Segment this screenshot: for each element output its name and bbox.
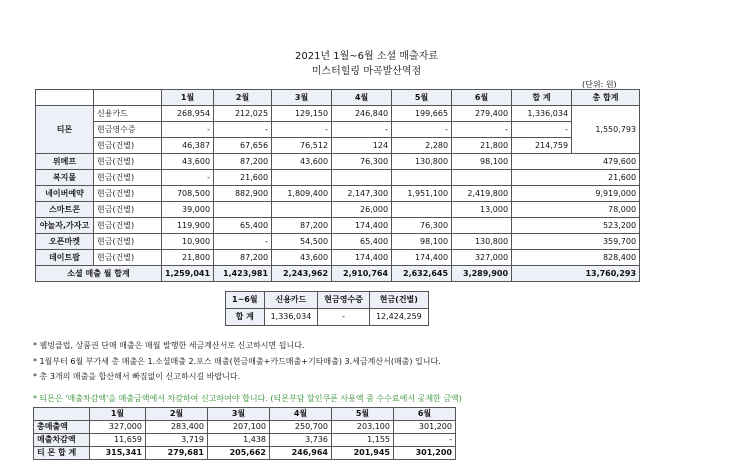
value-cell: 1,155 xyxy=(332,434,394,447)
value-cell: - xyxy=(214,122,272,138)
bottom-month-header xyxy=(34,408,90,421)
store-name: 미스터힐링 마곡발산역점 xyxy=(311,66,422,77)
table-row xyxy=(34,421,456,434)
value-cell: 130,800 xyxy=(452,234,512,250)
value-cell: 10,900 xyxy=(162,234,214,250)
value-cell: 43,600 xyxy=(272,154,332,170)
value-cell: 246,964 xyxy=(270,447,332,460)
value-cell: 21,800 xyxy=(452,138,512,154)
value-cell xyxy=(452,170,512,186)
value-cell: 708,500 xyxy=(162,186,214,202)
payment-type: 현금(건별) xyxy=(94,250,162,266)
month-header: 총 합계 xyxy=(572,90,640,106)
platform-total: 828,400 xyxy=(512,250,640,266)
table-row xyxy=(36,202,640,218)
month-header: 6월 xyxy=(452,90,512,106)
grand-total-value: 2,910,764 xyxy=(332,266,392,282)
value-cell: 174,400 xyxy=(332,250,392,266)
note-1: * 웰빙클럽, 상품권 단매 매출은 매월 발행한 세금계산서로 신고하시면 됩니다. xyxy=(33,341,305,350)
value-cell: 54,500 xyxy=(272,234,332,250)
value-cell: 279,400 xyxy=(452,106,512,122)
value-cell: 1,809,400 xyxy=(272,186,332,202)
payment-type: 현금(건별) xyxy=(94,154,162,170)
bottom-month-header: 4월 xyxy=(270,408,332,421)
month-header: 2월 xyxy=(214,90,272,106)
value-cell: 327,000 xyxy=(452,250,512,266)
grand-total-label: 소셜 매출 월 합계 xyxy=(36,266,162,282)
table-row xyxy=(36,122,640,138)
month-header: 5월 xyxy=(392,90,452,106)
payment-type: 현금(건별) xyxy=(94,202,162,218)
value-cell: 76,300 xyxy=(392,218,452,234)
payment-type: 신용카드 xyxy=(94,106,162,122)
bottom-row-label: 티 몬 합 계 xyxy=(34,447,90,460)
value-cell: 203,100 xyxy=(332,421,394,434)
grand-total-value: 1,423,981 xyxy=(214,266,272,282)
value-cell: 129,150 xyxy=(272,106,332,122)
summary-label: 합 계 xyxy=(226,309,265,326)
table-row xyxy=(36,170,640,186)
tmon-deduction-table xyxy=(33,407,456,460)
value-cell xyxy=(272,170,332,186)
value-cell: 87,200 xyxy=(272,218,332,234)
value-cell: 26,000 xyxy=(332,202,392,218)
bottom-month-header: 5월 xyxy=(332,408,394,421)
value-cell: 43,600 xyxy=(272,250,332,266)
value-cell: - xyxy=(394,434,456,447)
summary-value: - xyxy=(318,309,370,326)
bottom-header xyxy=(34,408,456,421)
value-cell: 199,665 xyxy=(392,106,452,122)
value-cell: 207,100 xyxy=(208,421,270,434)
value-cell xyxy=(392,170,452,186)
row-sum: 1,336,034 xyxy=(512,106,572,122)
value-cell: 43,600 xyxy=(162,154,214,170)
value-cell: 39,000 xyxy=(162,202,214,218)
value-cell: 301,200 xyxy=(394,447,456,460)
unit-label: (단위: 원) xyxy=(582,80,617,89)
value-cell: 283,400 xyxy=(146,421,208,434)
grand-total-value: 1,259,041 xyxy=(162,266,214,282)
month-header: 합 계 xyxy=(512,90,572,106)
platform-total: 523,200 xyxy=(512,218,640,234)
value-cell: 1,438 xyxy=(208,434,270,447)
platform-total: 479,600 xyxy=(512,154,640,170)
value-cell: 246,840 xyxy=(332,106,392,122)
table-row xyxy=(36,218,640,234)
value-cell: - xyxy=(162,170,214,186)
value-cell: 301,200 xyxy=(394,421,456,434)
value-cell: 174,400 xyxy=(392,250,452,266)
month-header: 3월 xyxy=(272,90,332,106)
value-cell xyxy=(214,202,272,218)
value-cell: 13,000 xyxy=(452,202,512,218)
value-cell: 2,419,800 xyxy=(452,186,512,202)
value-cell: 3,736 xyxy=(270,434,332,447)
value-cell: 882,900 xyxy=(214,186,272,202)
value-cell: 87,200 xyxy=(214,154,272,170)
value-cell xyxy=(392,202,452,218)
platform-total: 78,000 xyxy=(512,202,640,218)
value-cell: 201,945 xyxy=(332,447,394,460)
platform-label: 네이버예약 xyxy=(36,186,94,202)
value-cell: 124 xyxy=(332,138,392,154)
grand-total-value: 2,243,962 xyxy=(272,266,332,282)
row-sum: 214,759 xyxy=(512,138,572,154)
value-cell: 46,387 xyxy=(162,138,214,154)
value-cell: 11,659 xyxy=(90,434,146,447)
platform-label: 위메프 xyxy=(36,154,94,170)
grand-total-sum: 13,760,293 xyxy=(512,266,640,282)
value-cell: 2,280 xyxy=(392,138,452,154)
payment-type: 현금(건별) xyxy=(94,170,162,186)
table-row xyxy=(36,234,640,250)
value-cell: 98,100 xyxy=(392,234,452,250)
value-cell: 1,951,100 xyxy=(392,186,452,202)
grand-total-row xyxy=(36,266,640,282)
summary-table xyxy=(225,291,429,326)
value-cell: - xyxy=(272,122,332,138)
summary-header: 1~6월 xyxy=(226,292,265,309)
value-cell: 21,600 xyxy=(214,170,272,186)
bottom-month-header: 2월 xyxy=(146,408,208,421)
value-cell: 98,100 xyxy=(452,154,512,170)
table-row xyxy=(34,447,456,460)
table-row xyxy=(36,138,640,154)
grand-total-value: 2,632,645 xyxy=(392,266,452,282)
note-2: * 1월부터 6월 부가세 총 매출은 1.소셜매출 2.포스 매출(현금매출+카드매출+기타매출) 3.세금계산서(매출) 입니다. xyxy=(33,357,441,366)
report-title: 2021년 1월~6월 소셜 매출자료 xyxy=(294,51,439,62)
summary-header: 현금영수증 xyxy=(318,292,370,309)
platform-total: 1,550,793 xyxy=(572,106,640,154)
value-cell: 119,900 xyxy=(162,218,214,234)
sales-table xyxy=(35,89,640,282)
value-cell: 65,400 xyxy=(332,234,392,250)
summary-value: 12,424,259 xyxy=(369,309,428,326)
month-header: 1월 xyxy=(162,90,214,106)
payment-type: 현금(건별) xyxy=(94,138,162,154)
table-header xyxy=(36,90,640,106)
value-cell: - xyxy=(392,122,452,138)
platform-total: 21,600 xyxy=(512,170,640,186)
platform-label: 복지몰 xyxy=(36,170,94,186)
header-blank xyxy=(36,90,94,106)
value-cell: 212,025 xyxy=(214,106,272,122)
value-cell: 87,200 xyxy=(214,250,272,266)
table-row xyxy=(36,106,640,122)
value-cell: 250,700 xyxy=(270,421,332,434)
value-cell: - xyxy=(332,122,392,138)
bottom-row-label: 매출차감액 xyxy=(34,434,90,447)
platform-total: 9,919,000 xyxy=(512,186,640,202)
value-cell: - xyxy=(162,122,214,138)
platform-label: 오픈마켓 xyxy=(36,234,94,250)
value-cell: 67,656 xyxy=(214,138,272,154)
payment-type: 현금영수증 xyxy=(94,122,162,138)
value-cell: 205,662 xyxy=(208,447,270,460)
value-cell: 315,341 xyxy=(90,447,146,460)
header-blank xyxy=(94,90,162,106)
platform-label: 스마트콘 xyxy=(36,202,94,218)
row-sum: - xyxy=(512,122,572,138)
platform-label: 티몬 xyxy=(36,106,94,154)
value-cell: - xyxy=(452,122,512,138)
platform-total: 359,700 xyxy=(512,234,640,250)
value-cell xyxy=(272,202,332,218)
value-cell: - xyxy=(214,234,272,250)
payment-type: 현금(건별) xyxy=(94,234,162,250)
tmon-note: * 티몬은 '매출차감액'을 매출금액에서 차감하여 신고하여야 합니다. (티몬부담 할인쿠폰 사용액 중 수수료에서 공제한 금액) xyxy=(33,394,462,403)
value-cell: 174,400 xyxy=(332,218,392,234)
value-cell: 21,800 xyxy=(162,250,214,266)
bottom-row-label: 총매출액 xyxy=(34,421,90,434)
value-cell: 268,954 xyxy=(162,106,214,122)
value-cell: 3,719 xyxy=(146,434,208,447)
payment-type: 현금(건별) xyxy=(94,218,162,234)
table-row xyxy=(36,250,640,266)
table-row xyxy=(36,154,640,170)
value-cell: 327,000 xyxy=(90,421,146,434)
platform-label: 야놀자,가자고 xyxy=(36,218,94,234)
value-cell xyxy=(332,170,392,186)
summary-header: 신용카드 xyxy=(264,292,318,309)
platform-label: 데이트팝 xyxy=(36,250,94,266)
bottom-month-header: 1월 xyxy=(90,408,146,421)
summary-header: 현금(건별) xyxy=(369,292,428,309)
bottom-month-header: 6월 xyxy=(394,408,456,421)
table-row xyxy=(36,186,640,202)
value-cell: 279,681 xyxy=(146,447,208,460)
payment-type: 현금(건별) xyxy=(94,186,162,202)
value-cell: 76,300 xyxy=(332,154,392,170)
grand-total-value: 3,289,900 xyxy=(452,266,512,282)
note-3: * 총 3개의 매출을 합산해서 빠짐없이 신고하시길 바랍니다. xyxy=(33,372,241,381)
value-cell: 2,147,300 xyxy=(332,186,392,202)
bottom-month-header: 3월 xyxy=(208,408,270,421)
value-cell: 65,400 xyxy=(214,218,272,234)
value-cell: 76,512 xyxy=(272,138,332,154)
summary-value: 1,336,034 xyxy=(264,309,318,326)
month-header: 4월 xyxy=(332,90,392,106)
value-cell: 130,800 xyxy=(392,154,452,170)
value-cell xyxy=(452,218,512,234)
table-row xyxy=(34,434,456,447)
